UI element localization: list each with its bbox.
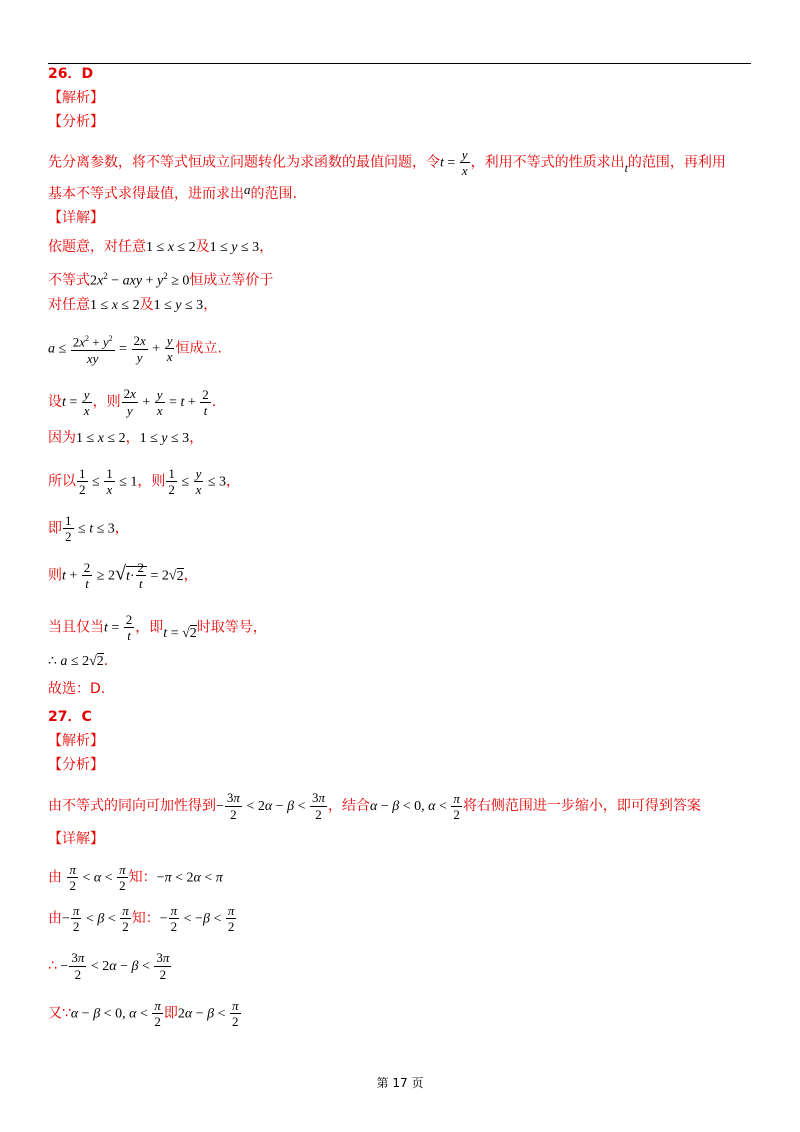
q26-step-7: 所以 $\frac{1}{2}$ ≤ $\frac{1}{x}$ ≤ 1，则 $\frac{1}{2}$ ≤ $\frac{y}{x}$ ≤ 3， (48, 466, 241, 497)
q26-xiangjie-label: 【详解】 (48, 210, 104, 226)
q27-step-3: ∴ − $\frac{3\pi}{2}$ < 2α − β < $\frac{3\pi}{2}$ (48, 950, 170, 982)
q26-fenxi-label: 【分析】 (48, 114, 104, 130)
q26-step-3: 对任意1 ≤ x ≤ 2及1 ≤ y ≤ 3， (48, 297, 218, 313)
q26-step-6: 因为1 ≤ x ≤ 2，1 ≤ y ≤ 3， (48, 430, 204, 446)
q26-step-2: 不等式$2x^2$ − axy + $y^2 \ge 0$恒成立等价于 (48, 271, 274, 289)
q27-xiangjie-label: 【详解】 (48, 831, 104, 847)
q27-analysis: 由不等式的同向可加性得到− $\frac{3\pi}{2}$ < 2α − β < $\frac{3\pi}{2}$ ，结合α − β < 0, α < $\frac{\pi}{2}$ 将右侧范围进一步缩小，即可得到答案 (48, 790, 701, 822)
q27-jiexi-label: 【解析】 (48, 733, 104, 749)
header-rule (48, 63, 751, 64)
q27-heading: 27．C (48, 709, 92, 725)
q26-step-11: ∴ a ≤ 2√2. (48, 653, 109, 669)
q26-heading: 26．D (48, 66, 94, 82)
q27-step-4: 又∵α − β < 0, α < $\frac{\pi}{2}$ 即2α − β < $\frac{\pi}{2}$ (48, 998, 239, 1029)
q26-analysis-line-2: 基本不等式求得最值，进而求出a的范围. (48, 182, 297, 202)
q26-choice: 故选：D. (48, 681, 106, 697)
q26-step-8: 即 $\frac{1}{2}$ ≤ t ≤ 3， (48, 513, 129, 544)
q27-step-1: 由 $\frac{\pi}{2}$ < α < $\frac{\pi}{2}$ 知：−π < 2α < π (48, 862, 223, 893)
q26-jiexi-label: 【解析】 (48, 90, 104, 106)
q26-step-10: 当且仅当t = $\frac{2}{t}$ ，即t = √2时取等号， (48, 612, 267, 643)
q26-step-1: 依题意，对任意1 ≤ x ≤ 2及1 ≤ y ≤ 3， (48, 239, 274, 255)
q27-step-2: 由− $\frac{\pi}{2}$ < β < $\frac{\pi}{2}$ 知：− $\frac{\pi}{2}$ < −β < $\frac{\pi}{2}$ (48, 903, 235, 934)
q26-step-5: 设t = $\frac{y}{x}$ ，则 $\frac{2x}{y}$ + $\frac{y}{x}$ = t + $\frac{2}{t}$ . (48, 386, 217, 418)
q26-analysis-line-1: 先分离参数，将不等式恒成立问题转化为求函数的最值问题，令t = $\frac{y}{x}$ ，利用不等式的性质求出t的范围，再利用 (48, 147, 726, 178)
q26-step-9: 则t + $\frac{2}{t}$ ≥ 2√t· $\frac{2}{t}$ = 2√2， (48, 560, 198, 591)
q27-fenxi-label: 【分析】 (48, 757, 104, 773)
page-number: 第 17 页 (376, 1076, 424, 1090)
q26-step-4: a ≤ $\frac{2x^2 + y^2}{xy}$ = $\frac{2x}{y}$ + $\frac{y}{x}$ 恒成立. (48, 332, 222, 367)
